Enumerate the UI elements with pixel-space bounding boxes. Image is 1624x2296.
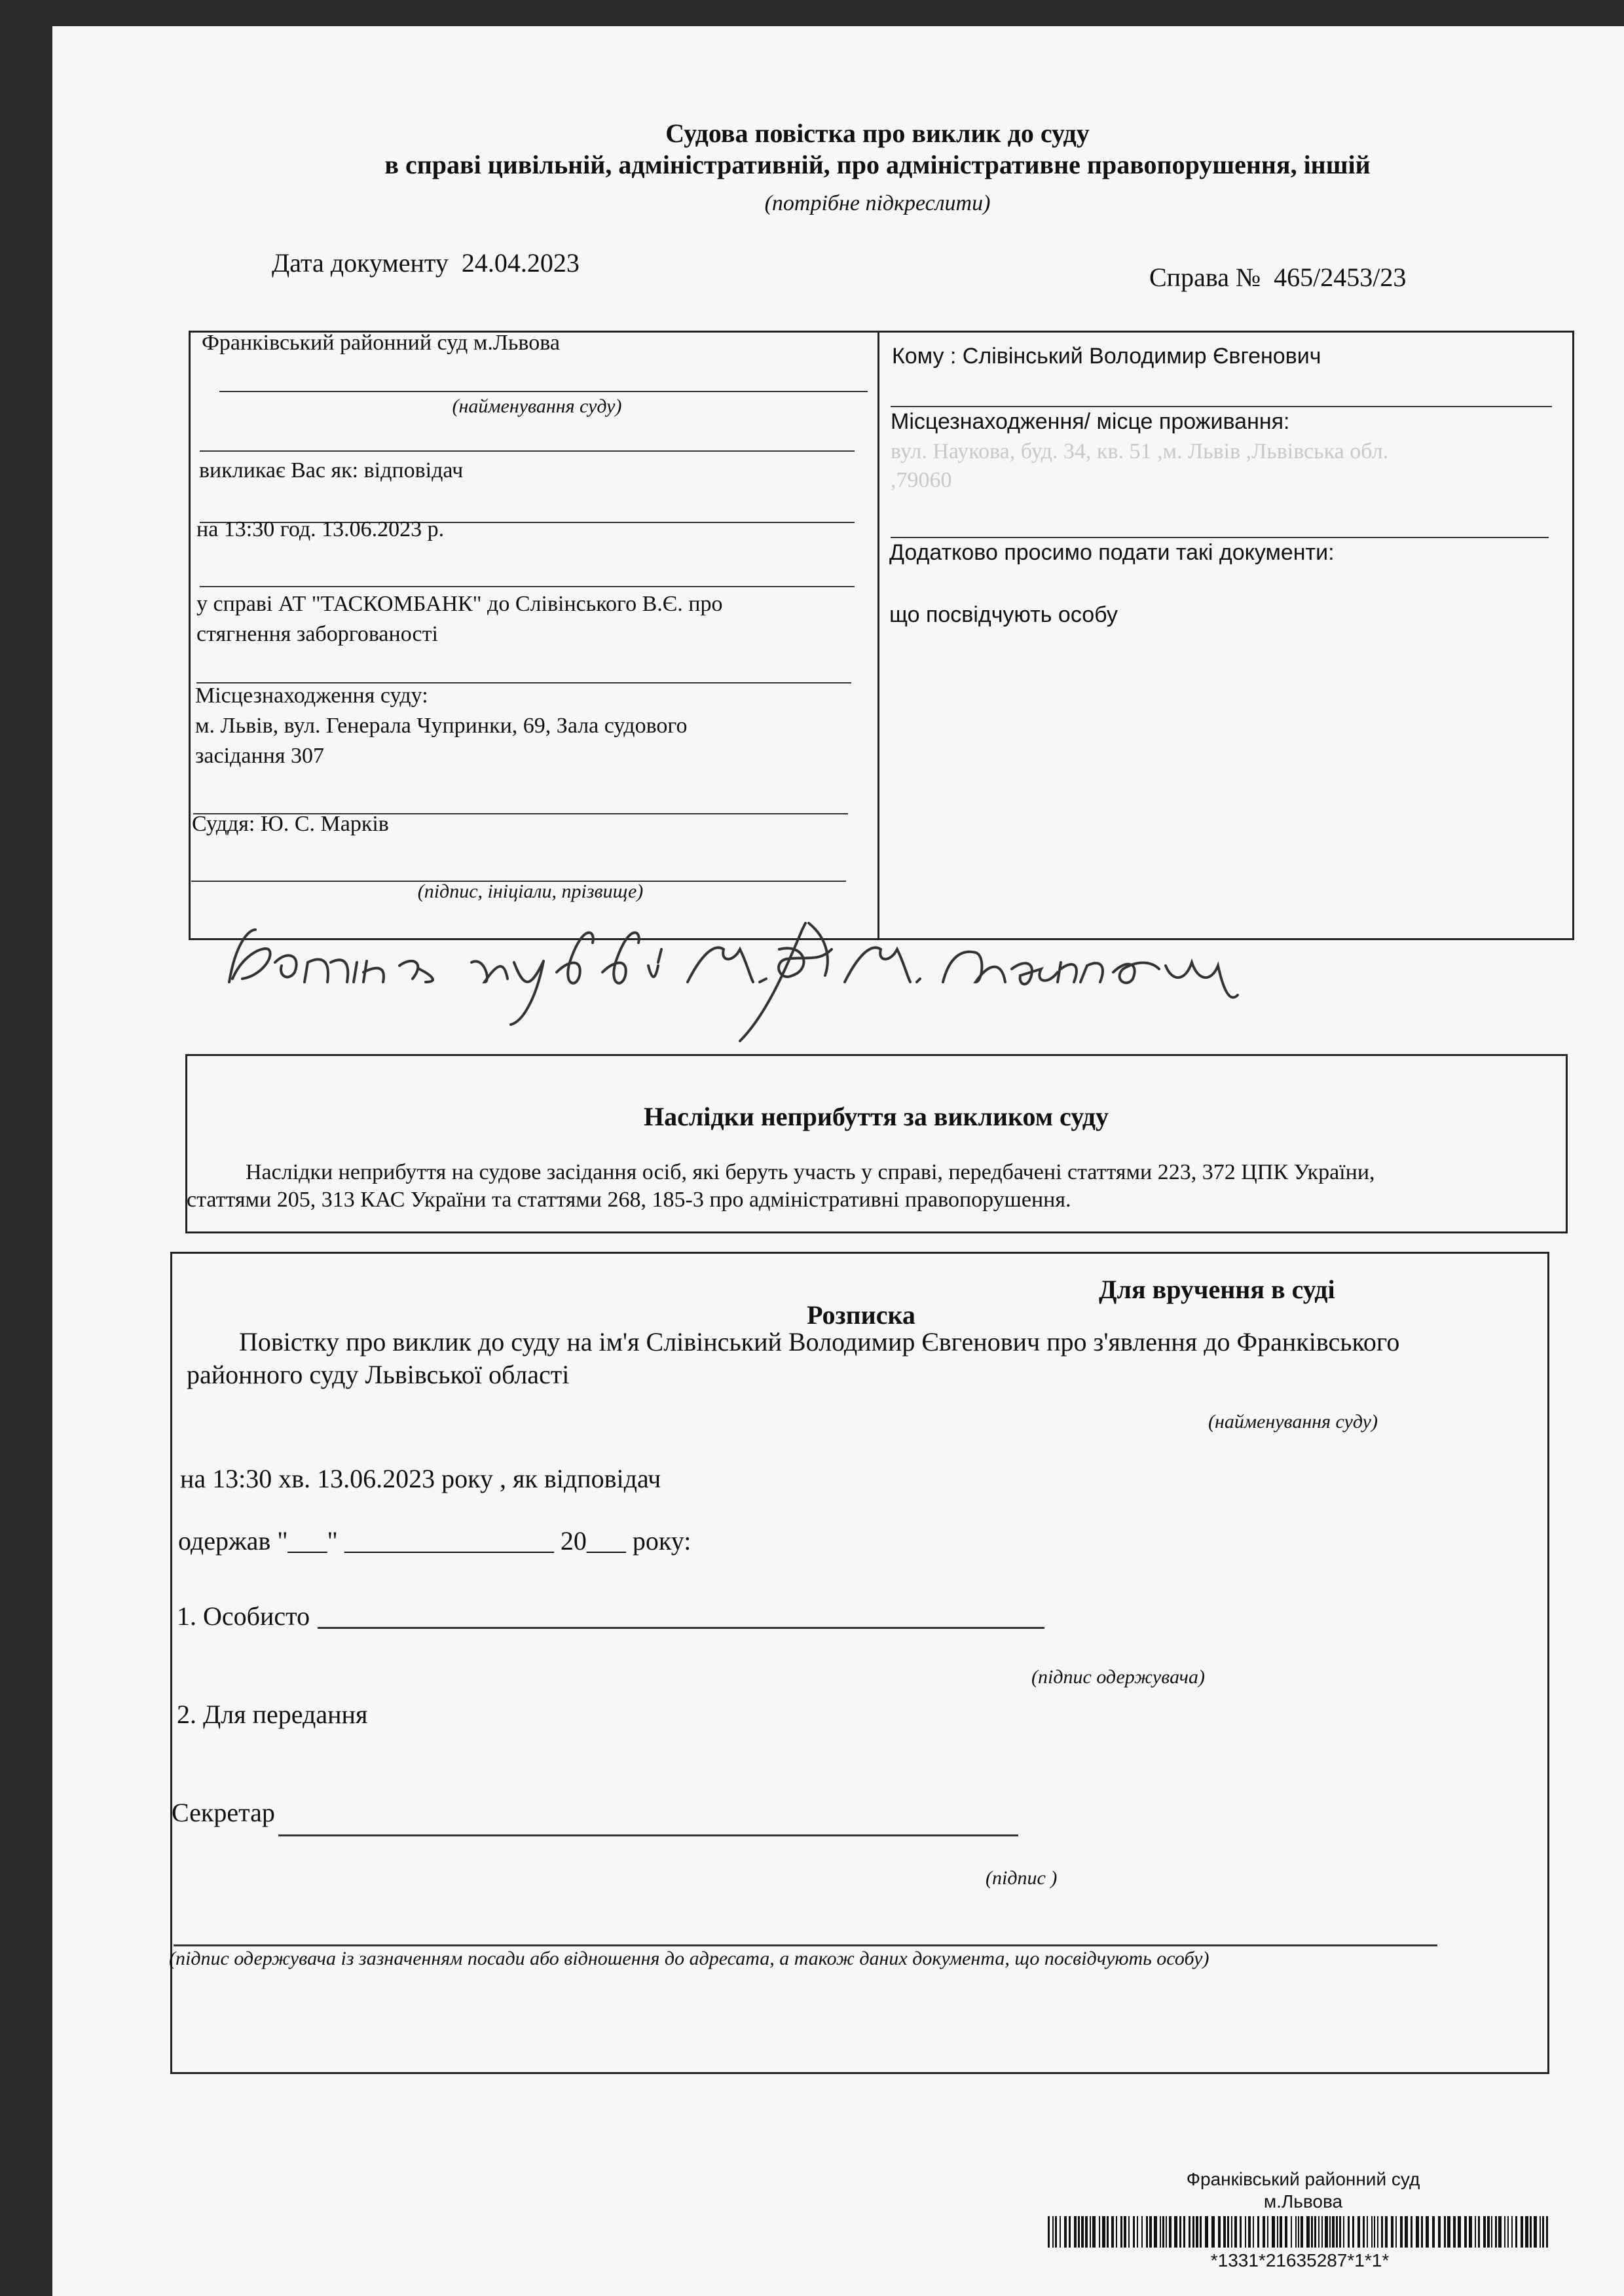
case-description-line: у справі АТ "ТАСКОМБАНК" до Слівінського В.Є. про — [196, 592, 723, 616]
address-line-rule — [891, 537, 1549, 538]
barcode-bar — [1085, 2216, 1088, 2248]
court-name: Франківський районний суд м.Львова — [202, 331, 560, 355]
court-location-line: засідання 307 — [195, 744, 324, 768]
secretary-signature-caption: (підпис ) — [986, 1867, 1058, 1889]
receipt-line: Повістку про виклик до суду на ім'я Слівінський Володимир Євгенович про з'явлення до Франківського — [239, 1327, 1400, 1357]
for-transfer-label: 2. Для передання — [177, 1700, 368, 1729]
recipient-name: Кому : Слівінський Володимир Євгенович — [892, 344, 1321, 369]
barcode-bar — [1128, 2216, 1130, 2248]
barcode-bar — [1311, 2216, 1313, 2248]
barcode-bar — [1453, 2216, 1456, 2248]
court-location-label: Місцезнаходження суду: — [195, 683, 428, 708]
secretary-signature-line — [278, 1834, 1018, 1836]
barcode-bar — [1515, 2216, 1517, 2248]
barcode-bar — [1318, 2216, 1320, 2248]
date-value: 24.04.2023 — [461, 248, 580, 278]
barcode-bar — [1200, 2216, 1202, 2248]
barcode-bar — [1511, 2216, 1513, 2248]
barcode-bar — [1234, 2216, 1237, 2248]
barcode-bar — [1248, 2216, 1251, 2248]
document-date — [272, 247, 580, 278]
barcode-bar — [1133, 2216, 1135, 2248]
address-line: ,79060 — [891, 468, 952, 492]
barcode-bar — [1416, 2216, 1419, 2248]
barcode-bar — [1367, 2216, 1368, 2248]
barcode-bar — [1483, 2216, 1486, 2248]
received-date-line: одержав "___" ________________ 20___ року: — [178, 1526, 692, 1556]
consequences-line: Наслідки неприбуття на судове засідання осіб, які беруть участь у справі, передбачені статтями 223, 372 ЦПК України, — [246, 1160, 1375, 1184]
barcode-bar — [1391, 2216, 1393, 2248]
bottom-signature-caption: (підпис одержувача із зазначенням посади або відношення до адресата, а також даних документа, що посвідчують особу) — [169, 1948, 1209, 1969]
barcode-bar — [1534, 2216, 1537, 2248]
barcode-bar — [1211, 2216, 1215, 2248]
barcode-bar — [1285, 2216, 1287, 2248]
barcode-bar — [1314, 2216, 1316, 2248]
barcode-bar — [1090, 2216, 1091, 2248]
barcode-bar — [1102, 2216, 1105, 2248]
barcode-bar — [1352, 2216, 1354, 2248]
barcode-bar — [1074, 2216, 1077, 2248]
hearing-time: на 13:30 год. 13.06.2023 р. — [196, 517, 445, 541]
barcode-bar — [1348, 2216, 1350, 2248]
barcode-bar — [1196, 2216, 1198, 2248]
barcode-bar — [1137, 2216, 1138, 2248]
barcode-text: *1331*21635287*1*1* — [1210, 2250, 1390, 2270]
barcode-bar — [1374, 2216, 1375, 2248]
for-court-label: Для вручення в суді — [1099, 1275, 1335, 1304]
barcode-bar — [1525, 2216, 1528, 2248]
personally-label: 1. Особисто — [177, 1601, 310, 1631]
case-label: Справа № — [1149, 263, 1261, 292]
barcode-bar — [1395, 2216, 1397, 2248]
court-name-line — [219, 391, 868, 392]
recipient-signature-caption: (підпис одержувача) — [1031, 1666, 1205, 1688]
receipt-line: районного суду Львівської області — [187, 1360, 570, 1389]
barcode-bar — [1321, 2216, 1323, 2248]
barcode-bar — [1507, 2216, 1509, 2248]
barcode-bar — [1432, 2216, 1435, 2248]
barcode-bar — [1149, 2216, 1152, 2248]
barcode-bar — [1464, 2216, 1467, 2248]
barcode-bar — [1120, 2216, 1122, 2248]
barcode-bar — [1381, 2216, 1383, 2248]
barcode-bar — [1189, 2216, 1190, 2248]
extra-docs-value: що посвідчують особу — [889, 602, 1118, 627]
case-value: 465/2453/23 — [1274, 263, 1407, 292]
barcode-bar — [1052, 2216, 1054, 2248]
footer-court-block — [1166, 2168, 1441, 2213]
barcode-bar — [1099, 2216, 1100, 2248]
barcode-bar — [1174, 2216, 1177, 2248]
barcode-bar — [1192, 2216, 1194, 2248]
barcode-bar — [1263, 2216, 1265, 2248]
barcode-bar — [1487, 2216, 1490, 2248]
barcode-bar — [1280, 2216, 1282, 2248]
barcode-bar — [1069, 2216, 1071, 2248]
barcode-bar — [1162, 2216, 1164, 2248]
barcode-bar — [1339, 2216, 1341, 2248]
barcode-bar — [1329, 2216, 1331, 2248]
barcode-bar — [1081, 2216, 1084, 2248]
handwritten-signature — [216, 884, 1264, 1048]
barcode-bar — [1332, 2216, 1335, 2248]
barcode-bar — [1272, 2216, 1275, 2248]
underline-note: (потрібне підкреслити) — [764, 191, 991, 215]
consequences-line: статтями 205, 313 КАС України та статтями 268, 185-3 про адміністративні правопорушення. — [187, 1188, 1071, 1212]
barcode-bar — [1231, 2216, 1232, 2248]
barcode-bar — [1530, 2216, 1532, 2248]
barcode-bar — [1240, 2216, 1242, 2248]
footer-court-line: м.Львова — [1263, 2191, 1343, 2212]
residence-label: Місцезнаходження/ місце проживання: — [891, 409, 1290, 434]
secretary-label: Секретар — [172, 1798, 275, 1827]
barcode-bar — [1546, 2216, 1548, 2248]
barcode-bar — [1146, 2216, 1148, 2248]
barcode-bar — [1301, 2216, 1303, 2248]
summons-as: викликає Вас як: відповідач — [199, 458, 464, 483]
barcode-bar — [1438, 2216, 1441, 2248]
barcode-bar — [1411, 2216, 1412, 2248]
case-number — [1149, 262, 1406, 293]
barcode-bar — [1377, 2216, 1378, 2248]
barcode — [1048, 2216, 1552, 2249]
residence-address — [891, 437, 1388, 495]
barcode-bar — [1444, 2216, 1446, 2248]
barcode-bar — [1154, 2216, 1157, 2248]
barcode-bar — [1111, 2216, 1114, 2248]
barcode-bar — [1491, 2216, 1492, 2248]
barcode-bar — [1141, 2216, 1143, 2248]
barcode-bar — [1218, 2216, 1221, 2248]
barcode-bar — [1169, 2216, 1172, 2248]
barcode-bar — [1475, 2216, 1476, 2248]
barcode-bar — [1078, 2216, 1080, 2248]
barcode-bar — [1183, 2216, 1185, 2248]
barcode-bar — [1385, 2216, 1388, 2248]
personally-signature-line — [318, 1627, 1044, 1629]
barcode-bar — [1478, 2216, 1480, 2248]
summons-table-divider — [877, 331, 879, 938]
barcode-bar — [1400, 2216, 1403, 2248]
barcode-bar — [1064, 2216, 1067, 2248]
barcode-bar — [1421, 2216, 1423, 2248]
court-location — [195, 681, 688, 771]
barcode-bar — [1295, 2216, 1297, 2248]
barcode-bar — [1257, 2216, 1259, 2248]
case-description-line: стягнення заборгованості — [196, 622, 438, 646]
barcode-bar — [1325, 2216, 1328, 2248]
barcode-bar — [1363, 2216, 1365, 2248]
court-location-line: м. Львів, вул. Генерала Чупринки, 69, Зала судового — [195, 714, 688, 738]
judge-name: Суддя: Ю. С. Марків — [192, 812, 389, 836]
document-subtitle: в справі цивільній, адміністративній, про адміністративне правопорушення, іншій — [384, 150, 1371, 179]
receipt-title: Розписка — [807, 1300, 915, 1330]
separator — [200, 450, 855, 452]
receipt-court-caption: (найменування суду) — [1208, 1411, 1378, 1432]
barcode-bar — [1306, 2216, 1310, 2248]
barcode-bar — [1060, 2216, 1061, 2248]
barcode-bar — [1336, 2216, 1338, 2248]
barcode-bar — [1277, 2216, 1278, 2248]
signature-caption: (підпис, ініціали, прізвище) — [417, 881, 644, 902]
barcode-bar — [1253, 2216, 1254, 2248]
receipt-time: на 13:30 хв. 13.06.2023 року , як відповідач — [180, 1464, 661, 1493]
barcode-bar — [1343, 2216, 1344, 2248]
barcode-bar — [1205, 2216, 1208, 2248]
barcode-bar — [1357, 2216, 1360, 2248]
barcode-bar — [1426, 2216, 1429, 2248]
barcode-bar — [1107, 2216, 1109, 2248]
barcode-bar — [1166, 2216, 1167, 2248]
barcode-bar — [1498, 2216, 1502, 2248]
bottom-signature-line — [174, 1944, 1437, 1946]
barcode-bar — [1245, 2216, 1246, 2248]
barcode-bar — [1124, 2216, 1126, 2248]
barcode-bar — [1495, 2216, 1497, 2248]
barcode-bar — [1160, 2216, 1161, 2248]
barcode-bar — [1458, 2216, 1461, 2248]
barcode-bar — [1504, 2216, 1505, 2248]
barcode-bar — [1223, 2216, 1226, 2248]
barcode-bar — [1267, 2216, 1268, 2248]
separator — [200, 586, 855, 587]
case-description — [196, 589, 722, 649]
barcode-bar — [1116, 2216, 1117, 2248]
barcode-bar — [1405, 2216, 1408, 2248]
barcode-bar — [1371, 2216, 1373, 2248]
barcode-bar — [1048, 2216, 1050, 2248]
recipient-line — [891, 406, 1552, 407]
document-title: Судова повістка про виклик до суду — [665, 118, 1090, 148]
barcode-bar — [1092, 2216, 1096, 2248]
receipt-text — [187, 1326, 1399, 1391]
barcode-bar — [1542, 2216, 1544, 2248]
barcode-bar — [1291, 2216, 1292, 2248]
date-label: Дата документу — [272, 248, 449, 278]
consequences-title: Наслідки неприбуття за викликом суду — [644, 1102, 1109, 1131]
extra-docs-label: Додатково просимо подати такі документи: — [889, 540, 1335, 565]
barcode-bar — [1227, 2216, 1229, 2248]
address-line: вул. Наукова, буд. 34, кв. 51 ,м. Львів ,Львівська обл. — [891, 439, 1389, 464]
barcode-bar — [1540, 2216, 1541, 2248]
barcode-bar — [1469, 2216, 1472, 2248]
court-name-caption: (найменування суду) — [452, 395, 622, 417]
footer-court-line: Франківський районний суд — [1186, 2169, 1420, 2189]
barcode-bar — [1055, 2216, 1057, 2248]
barcode-bar — [1521, 2216, 1523, 2248]
consequences-text — [187, 1159, 1375, 1214]
barcode-bar — [1179, 2216, 1181, 2248]
barcode-bar — [1447, 2216, 1450, 2248]
barcode-bar — [1298, 2216, 1299, 2248]
